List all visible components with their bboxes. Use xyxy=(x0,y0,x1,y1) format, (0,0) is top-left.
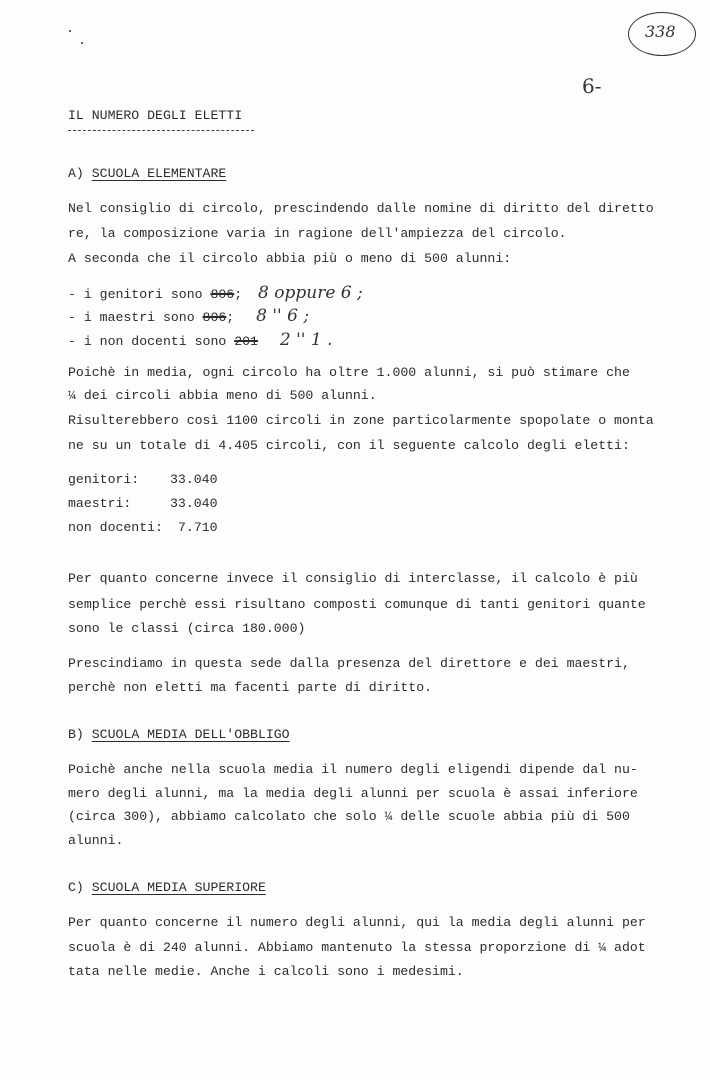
list-item: - i genitori sono 806; 8 oppure 6 ; xyxy=(68,283,363,303)
text-line: perchè non eletti ma facenti parte di diritto. xyxy=(68,680,433,695)
list-item: - i maestri sono 806; 8 '' 6 ; xyxy=(68,306,310,326)
speck xyxy=(81,42,83,44)
section-c-heading: C) SCUOLA MEDIA SUPERIORE xyxy=(68,880,266,895)
text-line: Per quanto concerne il numero degli alunni, qui la media degli alunni per xyxy=(68,915,646,930)
struck-value: 806 xyxy=(210,287,235,302)
text-line: (circa 300), abbiamo calcolato che solo ¼ delle scuole abbia più di 500 xyxy=(68,809,630,824)
text-line: mero degli alunni, ma la media degli alunni per scuola è assai inferiore xyxy=(68,786,638,801)
title-rule xyxy=(68,130,254,131)
section-a-heading xyxy=(68,166,226,181)
list-item: - i non docenti sono 201 2 '' 1 . xyxy=(68,330,333,350)
text-line: A seconda che il circolo abbia più o meno di 500 alunni: xyxy=(68,251,512,266)
text-line: ne su un totale di 4.405 circoli, con il seguente calcolo degli eletti: xyxy=(68,438,630,453)
handwritten-note: 8 '' 6 ; xyxy=(256,306,310,326)
handwritten-note: 2 '' 1 . xyxy=(279,330,333,350)
result-row: genitori: 33.040 xyxy=(68,472,218,487)
text-line: semplice perchè essi risultano composti comunque di tanti genitori quante xyxy=(68,597,646,612)
handwritten-note: 8 oppure 6 ; xyxy=(258,283,363,303)
speck xyxy=(69,30,71,32)
text-line: alunni. xyxy=(68,833,124,848)
text-line: Nel consiglio di circolo, prescindendo dalle nomine di diritto del diretto xyxy=(68,201,654,216)
text-line: tata nelle medie. Anche i calcoli sono i medesimi. xyxy=(68,964,464,979)
text-line: Poichè anche nella scuola media il numero degli eligendi dipende dal nu- xyxy=(68,762,638,777)
section-c-title: SCUOLA MEDIA SUPERIORE xyxy=(91,880,266,895)
struck-value: 201 xyxy=(234,334,258,349)
text-line: Poichè in media, ogni circolo ha oltre 1.000 alunni, si può stimare che xyxy=(68,365,630,380)
page-mark: 6- xyxy=(582,74,602,98)
page-title: IL NUMERO DEGLI ELETTI xyxy=(68,108,243,123)
result-row: non docenti: 7.710 xyxy=(68,520,218,535)
text-line: Risulterebbero così 1100 circoli in zone particolarmente spopolate o monta xyxy=(68,413,654,428)
text-line: re, la composizione varia in ragione dell'ampiezza del circolo. xyxy=(68,226,567,241)
section-b-title: SCUOLA MEDIA DELL'OBBLIGO xyxy=(91,727,290,742)
result-row: maestri: 33.040 xyxy=(68,496,218,511)
struck-value: 806 xyxy=(202,310,227,325)
text-line: Per quanto concerne invece il consiglio di interclasse, il calcolo è più xyxy=(68,571,638,586)
text-line: scuola è di 240 alunni. Abbiamo mantenuto la stessa proporzione di ¼ adot xyxy=(68,940,646,955)
page-number: 338 xyxy=(645,22,676,41)
page-number-circle xyxy=(628,12,696,56)
text-line: sono le classi (circa 180.000) xyxy=(68,621,306,636)
section-a-title: SCUOLA ELEMENTARE xyxy=(91,166,227,181)
text-line: Prescindiamo in questa sede dalla presenza del direttore e dei maestri, xyxy=(68,656,630,671)
section-a-prefix: A) xyxy=(68,166,92,181)
text-line: ¼ dei circoli abbia meno di 500 alunni. xyxy=(68,388,377,403)
section-b-heading: B) SCUOLA MEDIA DELL'OBBLIGO xyxy=(68,727,290,742)
